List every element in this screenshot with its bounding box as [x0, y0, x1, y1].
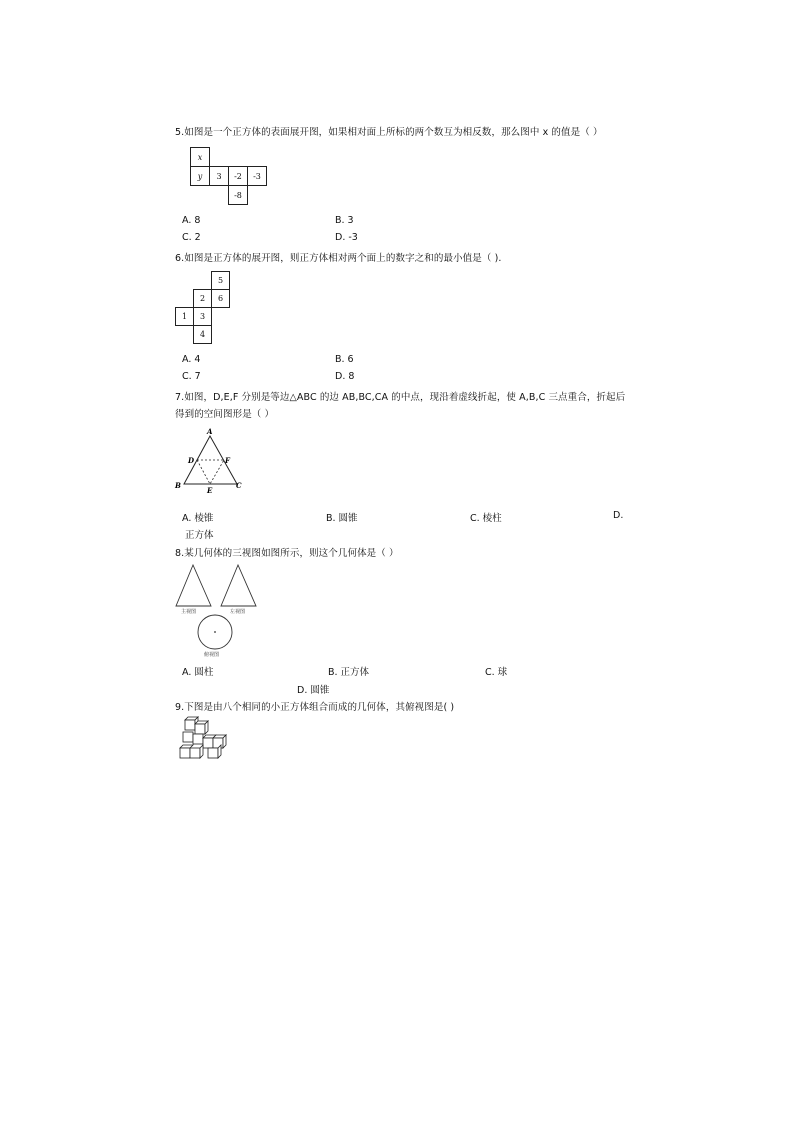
q8-option-a[interactable]: A. 圆柱: [182, 667, 214, 678]
question-5-text: 5.如图是一个正方体的表面展开图，如果相对面上所标的两个数互为相反数，那么图中 x 的值是（ ）: [175, 127, 603, 138]
q7-option-a[interactable]: A. 棱锥: [182, 513, 214, 524]
net-cell-y: y: [190, 166, 210, 186]
front-view-triangle: [176, 565, 211, 606]
net-cell-x: x: [190, 147, 210, 167]
q5-option-a[interactable]: A. 8: [182, 215, 201, 226]
question-7-text-line1: 7.如图，D,E,F 分别是等边△ABC 的边 AB,BC,CA 的中点，现沿着虚线折起，使 A,B,C 三点重合，折起后: [175, 392, 626, 403]
question-7-text-line2: 得到的空间图形是（ ）: [175, 409, 275, 420]
net-cell-3: 3: [193, 307, 212, 326]
stacked-cubes-diagram: [176, 716, 232, 764]
question-8-text: 8.某几何体的三视图如图所示，则这个几何体是（ ）: [175, 548, 399, 559]
net-cell-3: 3: [209, 166, 229, 186]
top-view-label: 俯视图: [204, 652, 220, 658]
q7-option-b[interactable]: B. 圆锥: [326, 513, 358, 524]
net-cell-neg2: -2: [228, 166, 248, 186]
triangle-abc-diagram: [170, 424, 250, 496]
net-cell-2: 2: [193, 289, 212, 308]
q5-option-c[interactable]: C. 2: [182, 232, 201, 243]
q6-option-c[interactable]: C. 7: [182, 371, 201, 382]
side-view-label: 左视图: [230, 609, 246, 615]
q7-option-d[interactable]: D.: [613, 510, 624, 521]
side-view-triangle: [221, 565, 256, 606]
q6-option-b[interactable]: B. 6: [335, 354, 354, 365]
question-9-text: 9.下图是由八个相同的小正方体组合而成的几何体，其俯视图是( ): [175, 702, 455, 713]
q8-option-c[interactable]: C. 球: [485, 667, 508, 678]
q5-option-d[interactable]: D. -3: [335, 232, 358, 243]
q8-option-d[interactable]: D. 圆锥: [297, 685, 330, 696]
vertex-label-d: D: [188, 456, 195, 465]
vertex-label-c: C: [236, 481, 242, 490]
q6-option-d[interactable]: D. 8: [335, 371, 355, 382]
vertex-label-e: E: [207, 486, 213, 495]
q7-option-d-continuation: 正方体: [185, 530, 214, 541]
q7-option-c[interactable]: C. 棱柱: [470, 513, 502, 524]
net-cell-1: 1: [175, 307, 194, 326]
front-view-label: 主视图: [181, 609, 197, 615]
net-cell-5: 5: [211, 271, 230, 290]
q8-option-b[interactable]: B. 正方体: [328, 667, 370, 678]
top-view-center-dot: [214, 631, 216, 633]
question-6-text: 6.如图是正方体的展开图，则正方体相对两个面上的数字之和的最小值是（ ).: [175, 253, 502, 264]
vertex-label-f: F: [225, 456, 230, 465]
net-cell-6: 6: [211, 289, 230, 308]
net-cell-neg3: -3: [247, 166, 267, 186]
vertex-label-a: A: [207, 427, 213, 436]
net-cell-neg8: -8: [228, 185, 248, 205]
net-cell-4: 4: [193, 325, 212, 344]
vertex-label-b: B: [175, 481, 181, 490]
q6-option-a[interactable]: A. 4: [182, 354, 201, 365]
three-views-diagram: [172, 562, 264, 658]
q5-option-b[interactable]: B. 3: [335, 215, 354, 226]
